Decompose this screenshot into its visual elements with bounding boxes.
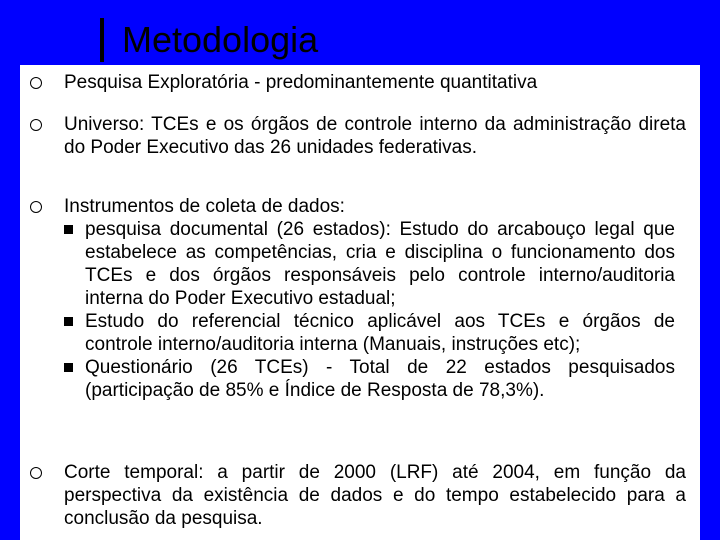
bullet-4 (20, 461, 700, 530)
bullet-1 (20, 71, 700, 94)
right-border (700, 0, 720, 540)
sub-item-text: Questionário (26 TCEs) - Total de 22 estados pesquisados (participação de 85% e Índice de Resposta de 78,3%). (85, 357, 675, 401)
left-border (0, 0, 20, 540)
square-bullet-icon (64, 225, 73, 234)
square-bullet-icon (64, 363, 73, 372)
sub-item-text: pesquisa documental (26 estados): Estudo do arcabouço legal que estabelece as competências, cria e disciplina o funcionamento dos TCEs e dos órgãos responsáveis pelo controle interno/auditoria interna do Poder Executivo estadual; (85, 219, 675, 309)
circle-bullet-icon (30, 467, 42, 479)
bullet-3 (20, 195, 700, 402)
sub-item-2 (64, 310, 686, 356)
slide-content (20, 65, 700, 540)
sub-item-text: Estudo do referencial técnico aplicável aos TCEs e órgãos de controle interno/auditoria interna (Manuais, instruções etc); (85, 311, 675, 355)
circle-bullet-icon (30, 119, 42, 131)
page-title: Metodologia (122, 19, 319, 60)
circle-bullet-icon (30, 201, 42, 213)
sub-item-1 (64, 218, 686, 310)
bullet-2 (20, 113, 700, 159)
circle-bullet-icon (30, 77, 42, 89)
title-divider (100, 18, 104, 62)
square-bullet-icon (64, 317, 73, 326)
title-bar (100, 18, 318, 62)
bullet-text: Pesquisa Exploratória - predominantemente quantitativa (64, 72, 538, 93)
sub-item-3 (64, 356, 686, 402)
bullet-text: Universo: TCEs e os órgãos de controle interno da administração direta do Poder Executivo das 26 unidades federativas. (64, 114, 686, 158)
bullet-text: Corte temporal: a partir de 2000 (LRF) até 2004, em função da perspectiva da existência de dados e do tempo estabelecido para a conclusão da pesquisa. (64, 462, 686, 529)
bullet-text: Instrumentos de coleta de dados: (64, 196, 345, 217)
bullet-content (64, 195, 686, 402)
